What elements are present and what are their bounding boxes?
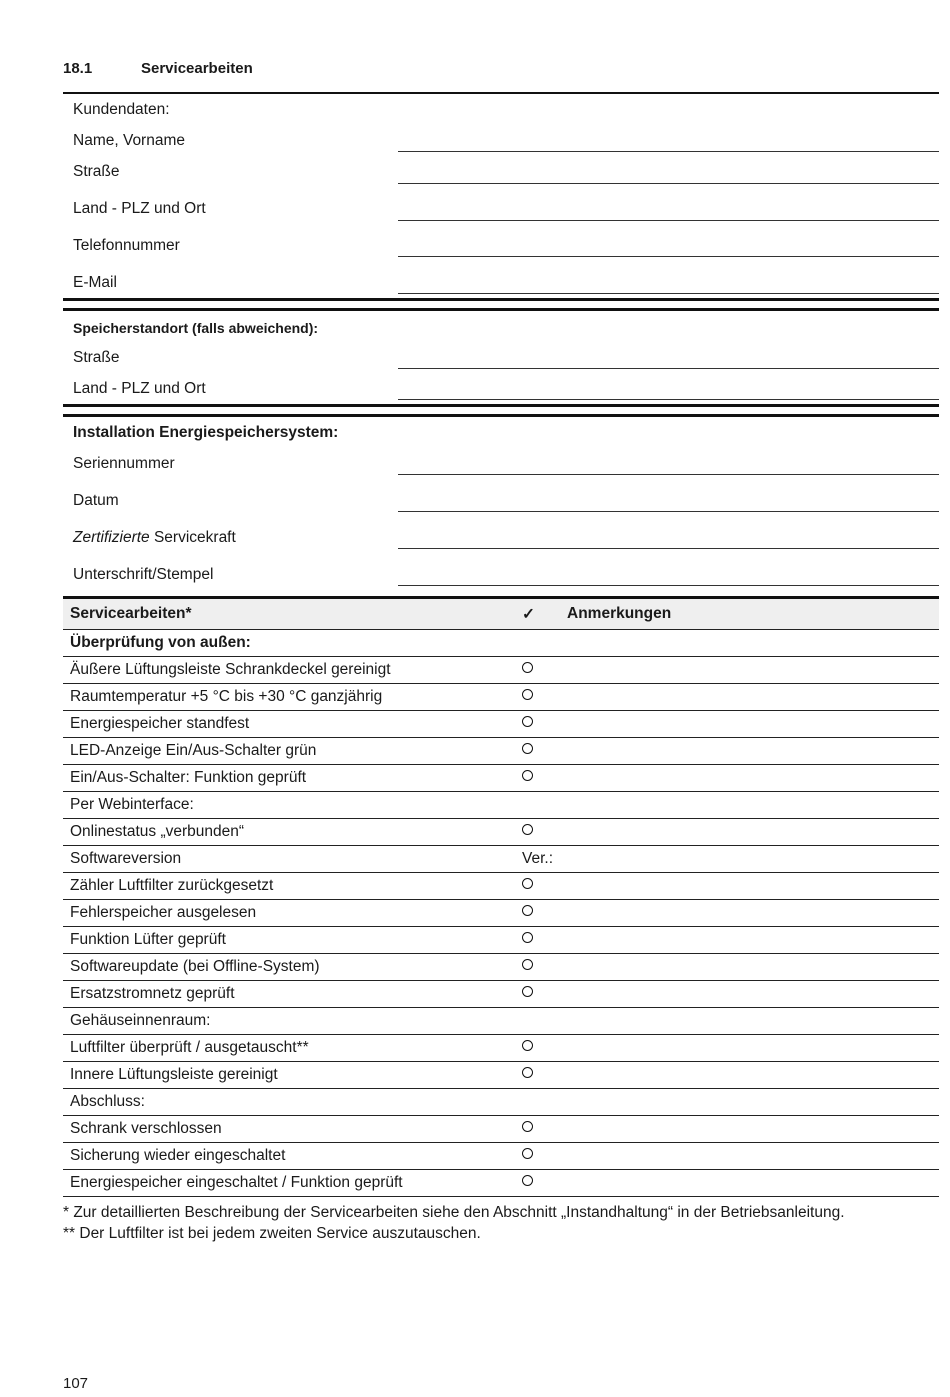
location-label-street: Straße — [73, 349, 120, 366]
location-label-city: Land - PLZ und Ort — [73, 380, 206, 397]
technician-label: Servicekraft — [153, 529, 236, 546]
notes-cell[interactable] — [567, 846, 939, 873]
checkbox-cell[interactable] — [513, 657, 567, 684]
task-label: Softwareupdate (bei Offline-System) — [63, 954, 513, 981]
service-table — [63, 596, 939, 1197]
empty-cell — [513, 1089, 567, 1116]
table-row — [63, 981, 939, 1008]
install-label-signature: Unterschrift/Stempel — [73, 566, 214, 583]
checkbox-cell[interactable] — [513, 765, 567, 792]
circle-checkbox-icon[interactable] — [522, 1148, 533, 1159]
notes-cell[interactable] — [567, 900, 939, 927]
col-notes-header: Anmerkungen — [567, 598, 939, 630]
field-label-email: E-Mail — [73, 274, 117, 291]
checkbox-cell[interactable] — [513, 900, 567, 927]
table-row — [63, 684, 939, 711]
checkbox-cell[interactable] — [513, 684, 567, 711]
task-label: Ein/Aus-Schalter: Funktion geprüft — [63, 765, 513, 792]
task-label: Softwareversion — [63, 846, 513, 873]
field-label-phone: Telefonnummer — [73, 237, 180, 254]
task-label: LED-Anzeige Ein/Aus-Schalter grün — [63, 738, 513, 765]
notes-cell[interactable] — [567, 1116, 939, 1143]
location-heading: Speicherstandort (falls abweichend): — [73, 320, 319, 336]
circle-checkbox-icon[interactable] — [522, 662, 533, 673]
circle-checkbox-icon[interactable] — [522, 1121, 533, 1132]
checkbox-cell[interactable] — [513, 873, 567, 900]
circle-checkbox-icon[interactable] — [522, 986, 533, 997]
table-row — [63, 1035, 939, 1062]
field-label-street: Straße — [73, 163, 120, 180]
table-row — [63, 630, 939, 657]
checkbox-cell[interactable] — [513, 1062, 567, 1089]
certified-prefix: Zertifizierte — [73, 529, 150, 546]
checkbox-cell[interactable] — [513, 819, 567, 846]
table-row — [63, 1143, 939, 1170]
notes-cell[interactable] — [567, 1143, 939, 1170]
task-label: Zähler Luftfilter zurückgesetzt — [63, 873, 513, 900]
table-row — [63, 846, 939, 873]
install-line-technician[interactable] — [398, 548, 939, 549]
footnote-1: * Zur detaillierten Beschreibung der Servicearbeiten siehe den Abschnitt „Instandhaltung“ in der Betriebsanleitung. — [63, 1204, 845, 1221]
top-rule — [63, 92, 939, 94]
circle-checkbox-icon[interactable] — [522, 959, 533, 970]
task-label: Funktion Lüfter geprüft — [63, 927, 513, 954]
notes-cell[interactable] — [567, 765, 939, 792]
notes-cell[interactable] — [567, 711, 939, 738]
circle-checkbox-icon[interactable] — [522, 1067, 533, 1078]
section-title: Servicearbeiten — [141, 60, 253, 77]
empty-cell — [513, 1008, 567, 1035]
task-label: Ersatzstromnetz geprüft — [63, 981, 513, 1008]
checkbox-cell[interactable] — [513, 954, 567, 981]
field-line-city[interactable] — [398, 220, 939, 221]
location-line-street[interactable] — [398, 368, 939, 369]
field-label-city: Land - PLZ und Ort — [73, 200, 206, 217]
field-line-email[interactable] — [398, 293, 939, 294]
page-number: 107 — [63, 1375, 89, 1392]
empty-cell — [513, 630, 567, 657]
install-line-serial[interactable] — [398, 474, 939, 475]
circle-checkbox-icon[interactable] — [522, 878, 533, 889]
table-row — [63, 954, 939, 981]
task-label: Raumtemperatur +5 °C bis +30 °C ganzjährig — [63, 684, 513, 711]
task-label: Innere Lüftungsleiste gereinigt — [63, 1062, 513, 1089]
task-label: Energiespeicher eingeschaltet / Funktion geprüft — [63, 1170, 513, 1197]
task-label: Abschluss: — [63, 1089, 513, 1116]
notes-cell[interactable] — [567, 873, 939, 900]
location-line-city[interactable] — [398, 399, 939, 400]
table-row — [63, 1089, 939, 1116]
task-label: Fehlerspeicher ausgelesen — [63, 900, 513, 927]
notes-cell — [567, 792, 939, 819]
notes-cell[interactable] — [567, 819, 939, 846]
checkbox-cell[interactable] — [513, 1143, 567, 1170]
customer-heading: Kundendaten: — [73, 101, 170, 118]
field-line-phone[interactable] — [398, 256, 939, 257]
version-cell[interactable]: Ver.: — [513, 846, 567, 873]
checkbox-cell[interactable] — [513, 1170, 567, 1197]
table-row — [63, 792, 939, 819]
table-row — [63, 900, 939, 927]
checkbox-cell[interactable] — [513, 711, 567, 738]
col-check-header: ✓ — [513, 598, 567, 630]
divider-rule — [63, 298, 939, 301]
notes-cell — [567, 630, 939, 657]
table-header-row — [63, 598, 939, 630]
notes-cell[interactable] — [567, 684, 939, 711]
task-label: Überprüfung von außen: — [63, 630, 513, 657]
task-label: Per Webinterface: — [63, 792, 513, 819]
circle-checkbox-icon[interactable] — [522, 905, 533, 916]
notes-cell[interactable] — [567, 1170, 939, 1197]
divider-rule — [63, 414, 939, 417]
table-row — [63, 657, 939, 684]
table-row — [63, 738, 939, 765]
task-label: Luftfilter überprüft / ausgetauscht** — [63, 1035, 513, 1062]
field-line-street[interactable] — [398, 183, 939, 184]
circle-checkbox-icon[interactable] — [522, 716, 533, 727]
install-line-date[interactable] — [398, 511, 939, 512]
section-number: 18.1 — [63, 60, 93, 77]
circle-checkbox-icon[interactable] — [522, 824, 533, 835]
checkbox-cell[interactable] — [513, 1116, 567, 1143]
task-label: Energiespeicher standfest — [63, 711, 513, 738]
task-label: Sicherung wieder eingeschaltet — [63, 1143, 513, 1170]
table-row — [63, 1116, 939, 1143]
footnotes — [63, 1202, 923, 1244]
empty-cell — [513, 792, 567, 819]
table-row — [63, 927, 939, 954]
checkbox-cell[interactable] — [513, 1035, 567, 1062]
circle-checkbox-icon[interactable] — [522, 770, 533, 781]
notes-cell — [567, 1089, 939, 1116]
table-row — [63, 765, 939, 792]
notes-cell[interactable] — [567, 927, 939, 954]
install-label-serial: Seriennummer — [73, 455, 175, 472]
notes-cell[interactable] — [567, 954, 939, 981]
table-row — [63, 1062, 939, 1089]
table-row — [63, 711, 939, 738]
install-label-date: Datum — [73, 492, 119, 509]
table-row — [63, 819, 939, 846]
field-line-name[interactable] — [398, 151, 939, 152]
installation-heading: Installation Energiespeichersystem: — [73, 424, 339, 441]
circle-checkbox-icon[interactable] — [522, 1040, 533, 1051]
circle-checkbox-icon[interactable] — [522, 743, 533, 754]
task-label: Äußere Lüftungsleiste Schrankdeckel gereinigt — [63, 657, 513, 684]
table-row — [63, 1170, 939, 1197]
task-label: Gehäuseinnenraum: — [63, 1008, 513, 1035]
footnote-2: ** Der Luftfilter ist bei jedem zweiten Service auszutauschen. — [63, 1225, 481, 1242]
task-label: Onlinestatus „verbunden“ — [63, 819, 513, 846]
notes-cell[interactable] — [567, 738, 939, 765]
install-line-signature[interactable] — [398, 585, 939, 586]
checkbox-cell[interactable] — [513, 738, 567, 765]
checkbox-cell[interactable] — [513, 927, 567, 954]
circle-checkbox-icon[interactable] — [522, 689, 533, 700]
table-row — [63, 873, 939, 900]
section-heading — [63, 60, 253, 77]
circle-checkbox-icon[interactable] — [522, 932, 533, 943]
table-row — [63, 1008, 939, 1035]
divider-rule — [63, 404, 939, 407]
circle-checkbox-icon[interactable] — [522, 1175, 533, 1186]
col-task-header: Servicearbeiten* — [63, 598, 513, 630]
notes-cell[interactable] — [567, 657, 939, 684]
checkbox-cell[interactable] — [513, 981, 567, 1008]
divider-rule — [63, 308, 939, 311]
install-label-technician — [73, 529, 236, 547]
notes-cell[interactable] — [567, 1035, 939, 1062]
notes-cell — [567, 1008, 939, 1035]
field-label-name: Name, Vorname — [73, 132, 185, 149]
notes-cell[interactable] — [567, 1062, 939, 1089]
task-label: Schrank verschlossen — [63, 1116, 513, 1143]
notes-cell[interactable] — [567, 981, 939, 1008]
